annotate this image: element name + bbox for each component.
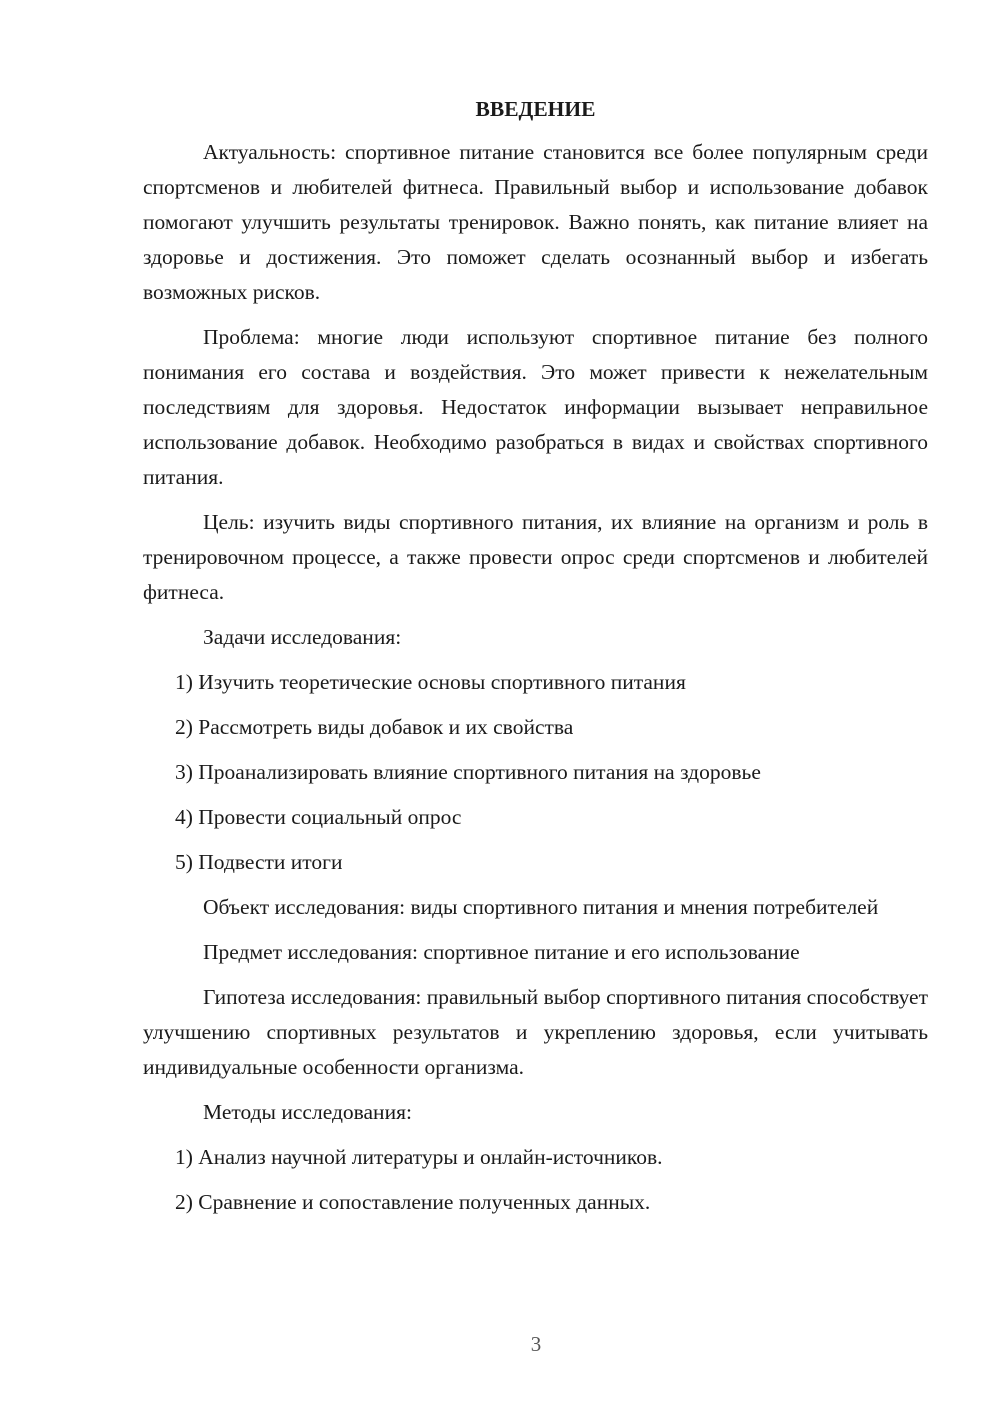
task-item: 2) Рассмотреть виды добавок и их свойства xyxy=(175,715,574,739)
tasks-label: Задачи исследования: xyxy=(203,625,402,649)
task-item: 5) Подвести итоги xyxy=(175,850,343,874)
hypothesis-paragraph: Гипотеза исследования: правильный выбор спортивного питания способствует улучшению спортивных результатов и укреплению здоровья, если учитывать индивидуальные особенности организма. xyxy=(143,985,928,1079)
goal-paragraph: Цель: изучить виды спортивного питания, их влияние на организм и роль в тренировочном процессе, а также провести опрос среди спортсменов и любителей фитнеса. xyxy=(143,510,928,604)
task-item: 4) Провести социальный опрос xyxy=(175,805,462,829)
document-page xyxy=(143,92,928,1230)
method-item: 1) Анализ научной литературы и онлайн-источников. xyxy=(175,1145,663,1169)
problem-paragraph: Проблема: многие люди используют спортивное питание без полного понимания его состава и воздействия. Это может привести к нежелательным последствиям для здоровья. Недостаток информации вызывает неправильное использование добавок. Необходимо разобраться в видах и свойствах спортивного питания. xyxy=(143,325,928,489)
subject-paragraph: Предмет исследования: спортивное питание и его использование xyxy=(203,940,800,964)
section-title: ВВЕДЕНИЕ xyxy=(475,97,596,121)
method-item: 2) Сравнение и сопоставление полученных данных. xyxy=(175,1190,651,1214)
methods-label: Методы исследования: xyxy=(203,1100,412,1124)
relevance-paragraph: Актуальность: спортивное питание становится все более популярным среди спортсменов и любителей фитнеса. Правильный выбор и использование добавок помогают улучшить результаты тренировок. Важно понять, как питание влияет на здоровье и достижения. Это поможет сделать осознанный выбор и избегать возможных рисков. xyxy=(143,140,928,304)
task-item: 1) Изучить теоретические основы спортивного питания xyxy=(175,670,686,694)
page-number: 3 xyxy=(530,1332,542,1356)
task-item: 3) Проанализировать влияние спортивного питания на здоровье xyxy=(175,760,761,784)
object-paragraph: Объект исследования: виды спортивного питания и мнения потребителей xyxy=(203,895,879,919)
